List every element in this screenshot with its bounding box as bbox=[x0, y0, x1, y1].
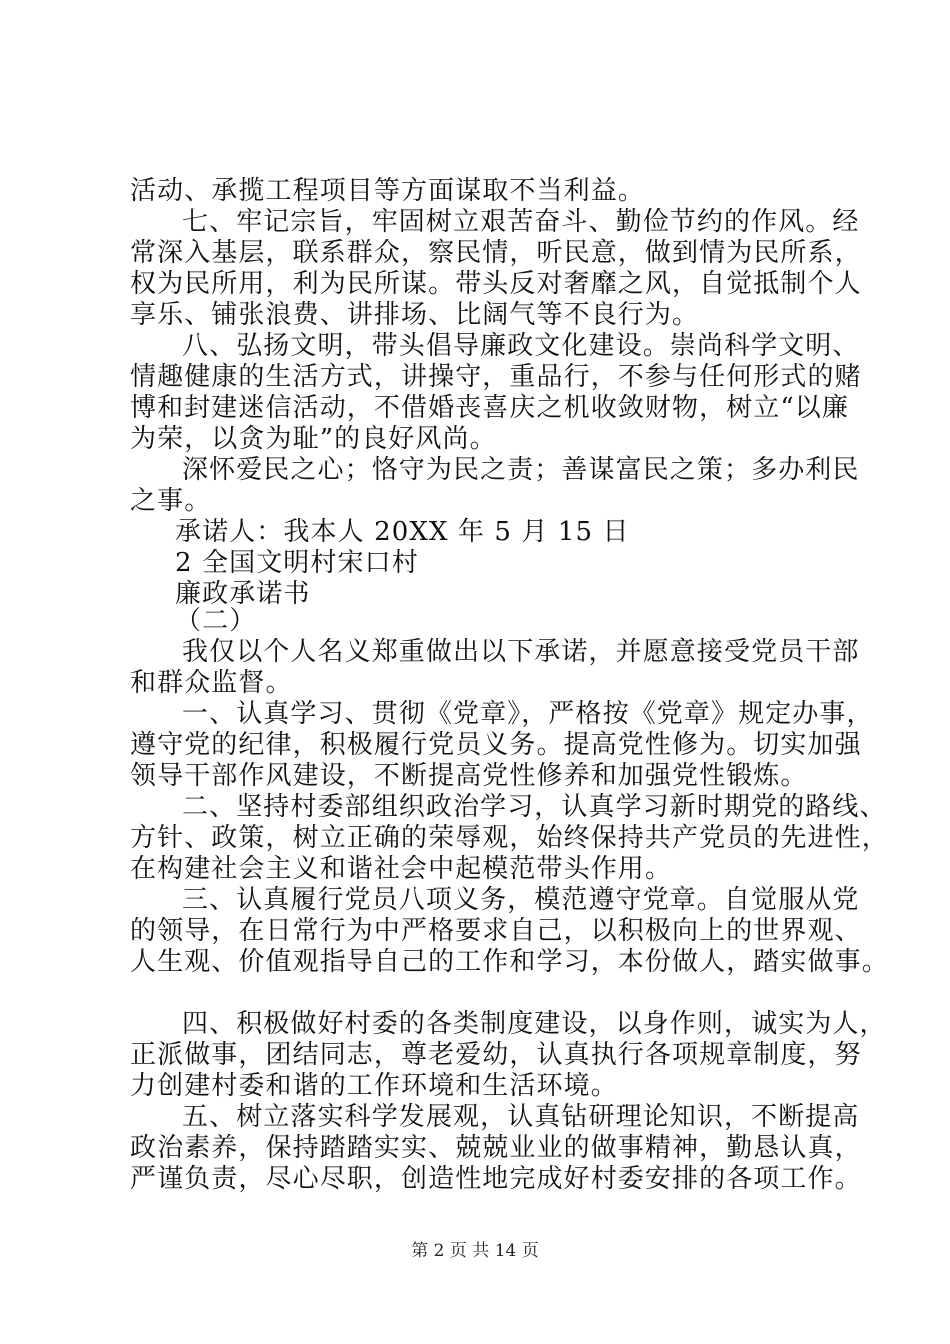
paragraph-3-start: 三、认真履行党员八项义务，模范遵守党章。自觉服从党 bbox=[182, 885, 860, 915]
text-line: 和群众监督。 bbox=[130, 668, 293, 698]
paragraph-8-start: 八、弘扬文明，带头倡导廉政文化建设。崇尚科学文明、 bbox=[182, 331, 860, 361]
text-line: 之事。 bbox=[130, 486, 212, 516]
paragraph-4-start: 四、积极做好村委的各类制度建设，以身作则，诚实为人， bbox=[182, 1009, 887, 1039]
page-footer: 第 2 页 共 14 页 bbox=[411, 1241, 539, 1261]
document-title: 廉政承诺书 bbox=[175, 579, 311, 609]
text-line: 活动、承揽工程项目等方面谋取不当利益。 bbox=[130, 176, 645, 206]
text-line: 政治素养，保持踏踏实实、兢兢业业的做事精神，勤恳认真， bbox=[130, 1133, 862, 1163]
text-line: 正派做事，团结同志，尊老爱幼，认真执行各项规章制度，努 bbox=[130, 1040, 862, 1070]
paragraph-5-start: 五、树立落实科学发展观，认真钻研理论知识，不断提高 bbox=[182, 1102, 860, 1132]
section-heading: 2 全国文明村宋口村 bbox=[175, 548, 419, 578]
text-line: 常深入基层，联系群众，察民情，听民意，做到情为民所系， bbox=[130, 238, 862, 268]
subtitle-number: （二） bbox=[175, 606, 257, 636]
text-line: 享乐、铺张浪费、讲排场、比阔气等不良行为。 bbox=[130, 300, 700, 330]
text-line: 博和封建迷信活动，不借婚丧喜庆之机收敛财物，树立“以廉 bbox=[130, 393, 849, 423]
paragraph-2-start: 二、坚持村委部组织政治学习，认真学习新时期党的路线、 bbox=[182, 792, 887, 822]
text-line: 方针、政策，树立正确的荣辱观，始终保持共产党员的先进性， bbox=[130, 823, 889, 853]
text-line: 权为民所用，利为民所谋。带头反对奢靡之风，自觉抵制个人 bbox=[130, 269, 862, 299]
signature-line: 承诺人：我本人 20XX 年 5 月 15 日 bbox=[175, 517, 630, 547]
closing-slogan: 深怀爱民之心；恪守为民之责；善谋富民之策；多办利民 bbox=[182, 455, 860, 485]
text-line: 为荣，以贪为耻”的良好风尚。 bbox=[130, 424, 497, 454]
text-line: 的领导，在日常行为中严格要求自己，以积极向上的世界观、 bbox=[130, 916, 862, 946]
text-line: 人生观、价值观指导自己的工作和学习，本份做人，踏实做事。 bbox=[130, 947, 889, 977]
text-line: 领导干部作风建设，不断提高党性修养和加强党性锻炼。 bbox=[130, 761, 808, 791]
text-line: 情趣健康的生活方式，讲操守，重品行，不参与任何形式的赌 bbox=[130, 362, 862, 392]
paragraph-1-start: 一、认真学习、贯彻《党章》，严格按《党章》规定办事， bbox=[182, 699, 874, 729]
text-line: 严谨负责，尽心尽职，创造性地完成好村委安排的各项工作。 bbox=[130, 1164, 862, 1194]
intro-paragraph: 我仅以个人名义郑重做出以下承诺，并愿意接受党员干部 bbox=[182, 637, 860, 667]
text-line: 遵守党的纪律，积极履行党员义务。提高党性修为。切实加强 bbox=[130, 730, 862, 760]
text-line: 在构建社会主义和谐社会中起模范带头作用。 bbox=[130, 854, 673, 884]
text-line: 力创建村委和谐的工作环境和生活环境。 bbox=[130, 1071, 618, 1101]
paragraph-7-start: 七、牢记宗旨，牢固树立艰苦奋斗、勤俭节约的作风。经 bbox=[182, 207, 860, 237]
